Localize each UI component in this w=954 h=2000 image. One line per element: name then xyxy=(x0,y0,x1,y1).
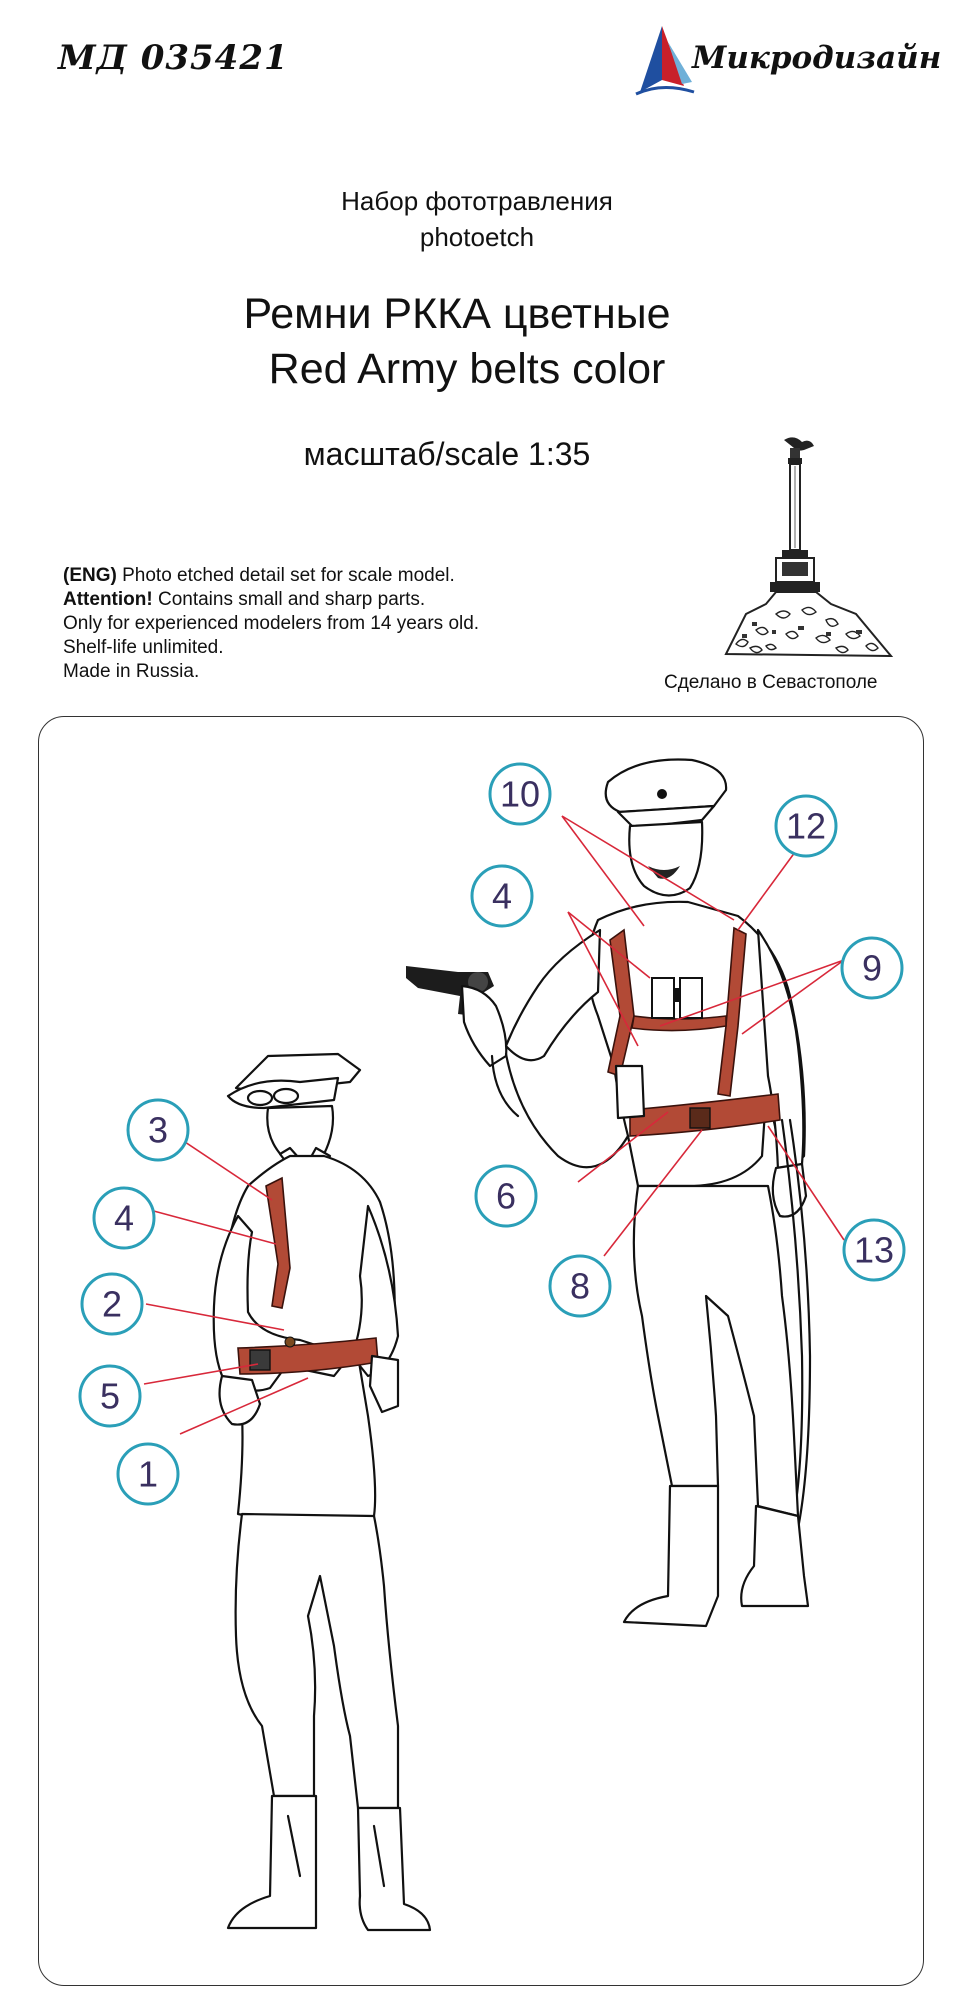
info-line-1 xyxy=(63,564,479,588)
info-tag-eng: (ENG) xyxy=(63,565,117,586)
info-block xyxy=(63,564,479,684)
svg-text:1: 1 xyxy=(137,1453,159,1495)
svg-text:3: 3 xyxy=(147,1109,169,1151)
callout-13 xyxy=(844,1220,904,1280)
title-ru: Ремни РККА цветные xyxy=(243,290,671,338)
callout-3 xyxy=(128,1100,188,1160)
svg-text:10: 10 xyxy=(499,773,541,815)
brand-name: Микродизайн xyxy=(692,40,942,76)
callout-10 xyxy=(490,764,550,824)
info-line-5: Made in Russia. xyxy=(63,661,200,682)
callout-4-right xyxy=(472,866,532,926)
info-line-4: Shelf-life unlimited. xyxy=(63,637,224,658)
right-figure xyxy=(406,759,810,1626)
callout-4-left xyxy=(94,1188,154,1248)
product-code: МД 035421 xyxy=(58,38,289,78)
svg-text:5: 5 xyxy=(99,1375,121,1417)
svg-text:4: 4 xyxy=(113,1197,135,1239)
subtitle-en: photoetch xyxy=(419,222,535,252)
made-in-sevastopol: Сделано в Севастополе xyxy=(664,672,878,693)
info-line-3: Only for experienced modelers from 14 years old. xyxy=(63,613,480,634)
svg-text:13: 13 xyxy=(853,1229,895,1271)
sevastopol-monument-icon xyxy=(706,434,914,664)
info-line-2 xyxy=(63,588,479,612)
scale-label: масштаб/scale 1:35 xyxy=(303,436,591,472)
callout-8 xyxy=(550,1256,610,1316)
callout-5 xyxy=(80,1366,140,1426)
info-text-2: Contains small and sharp parts. xyxy=(152,589,426,610)
callout-12 xyxy=(776,796,836,856)
info-text-1: Photo etched detail set for scale model. xyxy=(116,565,455,586)
callout-9 xyxy=(842,938,902,998)
callout-2 xyxy=(82,1274,142,1334)
callout-6 xyxy=(476,1166,536,1226)
brand-logo xyxy=(632,22,942,102)
svg-text:8: 8 xyxy=(569,1265,591,1307)
left-figure xyxy=(214,1054,430,1930)
svg-text:4: 4 xyxy=(491,875,513,917)
svg-text:9: 9 xyxy=(861,947,883,989)
figures-illustration xyxy=(38,716,924,1986)
info-tag-attention: Attention! xyxy=(63,589,153,610)
svg-text:2: 2 xyxy=(101,1283,123,1325)
svg-text:12: 12 xyxy=(785,805,827,847)
svg-text:6: 6 xyxy=(495,1175,517,1217)
callout-1 xyxy=(118,1444,178,1504)
title-en: Red Army belts color xyxy=(268,345,666,393)
subtitle-ru: Набор фототравления xyxy=(341,186,613,216)
